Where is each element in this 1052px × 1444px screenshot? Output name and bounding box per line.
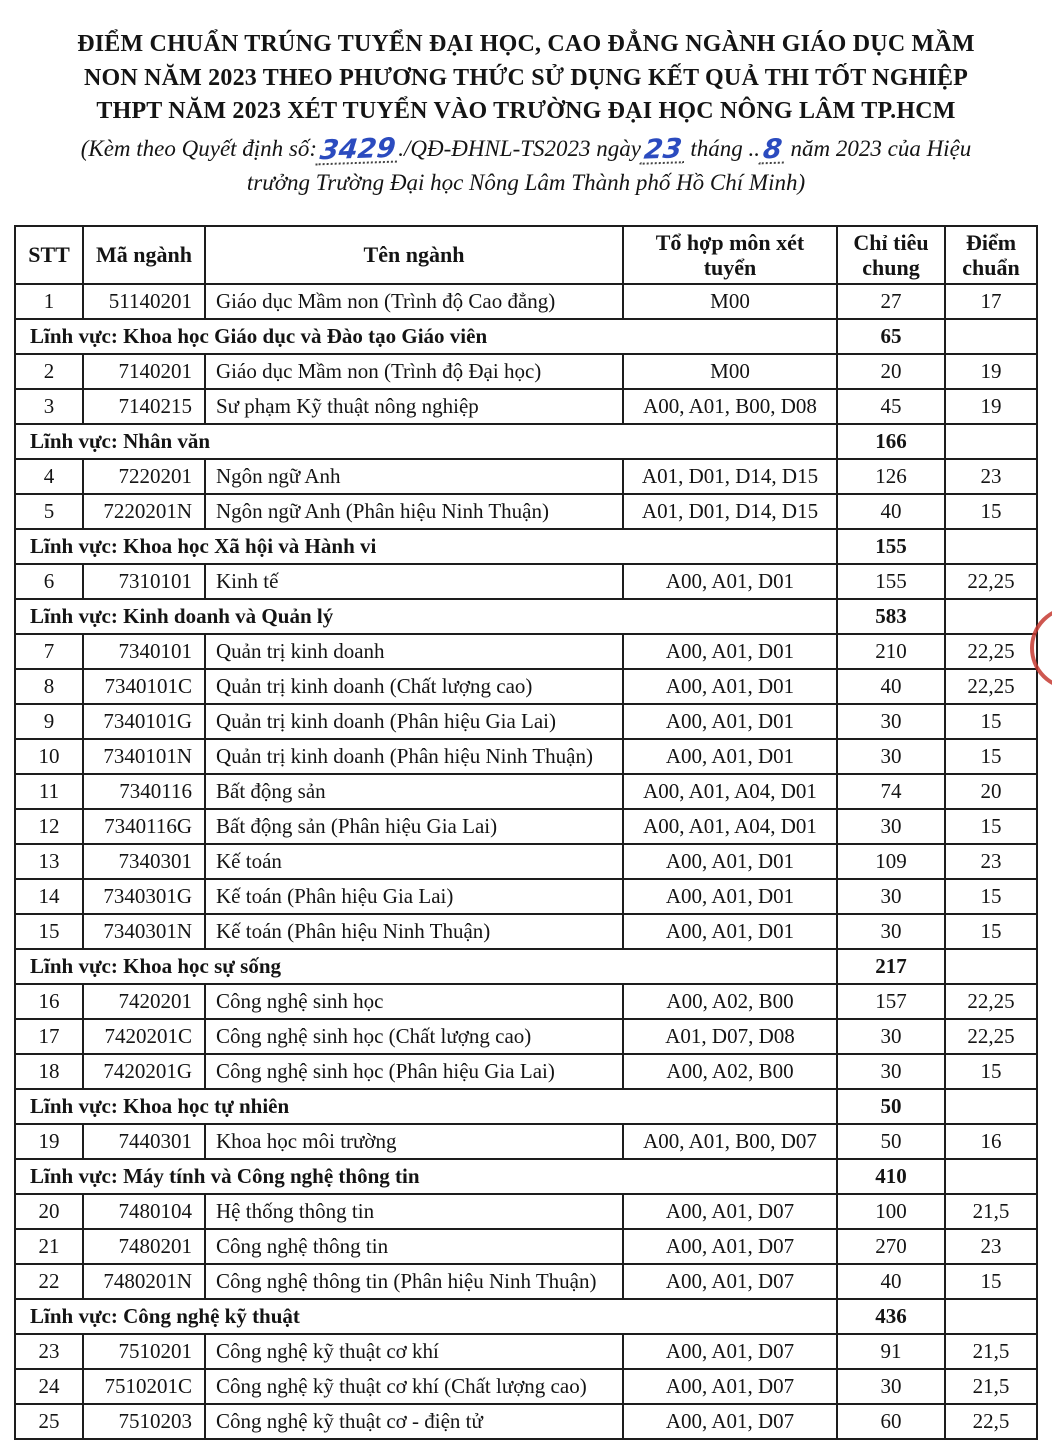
document-title-line-3: THPT NĂM 2023 XÉT TUYỂN VÀO TRƯỜNG ĐẠI HỌC NÔNG LÂM TP.HCM xyxy=(96,98,956,125)
document-header xyxy=(0,28,1052,201)
program-stt: 20 xyxy=(15,1194,83,1229)
program-stt: 6 xyxy=(15,564,83,599)
section-quota-value: 217 xyxy=(837,949,945,984)
program-name: Kế toán xyxy=(205,844,623,879)
program-stt: 2 xyxy=(15,354,83,389)
program-name: Công nghệ thông tin xyxy=(205,1229,623,1264)
program-subject-combinations: A00, A01, D07 xyxy=(623,1194,837,1229)
section-quota-value: 65 xyxy=(837,319,945,354)
program-row xyxy=(15,1334,1037,1369)
program-code: 7480201 xyxy=(83,1229,205,1264)
program-benchmark-score: 21,5 xyxy=(945,1194,1037,1229)
program-row xyxy=(15,774,1037,809)
admission-table-head xyxy=(15,226,1037,285)
program-name: Sư phạm Kỹ thuật nông nghiệp xyxy=(205,389,623,424)
program-subject-combinations: A00, A01, D01 xyxy=(623,634,837,669)
program-subject-combinations: A00, A01, B00, D08 xyxy=(623,389,837,424)
program-code: 7340101G xyxy=(83,704,205,739)
program-code: 7340116 xyxy=(83,774,205,809)
program-benchmark-score: 21,5 xyxy=(945,1334,1037,1369)
program-quota: 30 xyxy=(837,1019,945,1054)
program-row xyxy=(15,1264,1037,1299)
program-quota: 109 xyxy=(837,844,945,879)
program-quota: 100 xyxy=(837,1194,945,1229)
program-stt: 9 xyxy=(15,704,83,739)
program-stt: 16 xyxy=(15,984,83,1019)
handwritten-month: 8 xyxy=(759,137,787,164)
program-code: 51140201 xyxy=(83,284,205,319)
program-benchmark-score: 19 xyxy=(945,354,1037,389)
program-benchmark-score: 23 xyxy=(945,844,1037,879)
program-code: 7140201 xyxy=(83,354,205,389)
program-quota: 45 xyxy=(837,389,945,424)
program-subject-combinations: A00, A01, D01 xyxy=(623,564,837,599)
program-benchmark-score: 21,5 xyxy=(945,1369,1037,1404)
program-row xyxy=(15,1404,1037,1439)
program-quota: 126 xyxy=(837,459,945,494)
program-subject-combinations: A00, A01, D01 xyxy=(623,879,837,914)
program-name: Bất động sản xyxy=(205,774,623,809)
program-benchmark-score: 15 xyxy=(945,879,1037,914)
handwritten-decision-number: 3429 xyxy=(315,136,399,165)
program-subject-combinations: A00, A01, A04, D01 xyxy=(623,774,837,809)
program-code: 7340301N xyxy=(83,914,205,949)
section-label: Lĩnh vực: Máy tính và Công nghệ thông tin xyxy=(15,1159,837,1194)
program-code: 7510203 xyxy=(83,1404,205,1439)
program-quota: 30 xyxy=(837,879,945,914)
program-code: 7510201 xyxy=(83,1334,205,1369)
program-subject-combinations: A00, A01, D07 xyxy=(623,1404,837,1439)
program-subject-combinations: A00, A01, D01 xyxy=(623,669,837,704)
document-title-line-2: NON NĂM 2023 THEO PHƯƠNG THỨC SỬ DỤNG KẾT QUẢ THI TỐT NGHIỆP xyxy=(83,64,969,91)
program-code: 7220201N xyxy=(83,494,205,529)
program-subject-combinations: A00, A02, B00 xyxy=(623,984,837,1019)
section-score-empty xyxy=(945,1299,1037,1334)
program-benchmark-score: 15 xyxy=(945,914,1037,949)
program-name: Công nghệ kỹ thuật cơ khí xyxy=(205,1334,623,1369)
program-benchmark-score: 15 xyxy=(945,704,1037,739)
program-quota: 270 xyxy=(837,1229,945,1264)
program-benchmark-score: 16 xyxy=(945,1124,1037,1159)
subtitle-text-end: năm 2023 của Hiệu xyxy=(790,135,972,161)
subtitle-line-2: trưởng Trường Đại học Nông Lâm Thành phố Hồ Chí Minh) xyxy=(246,170,806,196)
program-subject-combinations: A00, A01, D01 xyxy=(623,739,837,774)
program-quota: 157 xyxy=(837,984,945,1019)
program-benchmark-score: 15 xyxy=(945,494,1037,529)
program-quota: 210 xyxy=(837,634,945,669)
program-name: Công nghệ sinh học (Chất lượng cao) xyxy=(205,1019,623,1054)
program-name: Khoa học môi trường xyxy=(205,1124,623,1159)
program-quota: 60 xyxy=(837,1404,945,1439)
program-quota: 40 xyxy=(837,669,945,704)
document-title-line-1: ĐIỂM CHUẨN TRÚNG TUYỂN ĐẠI HỌC, CAO ĐẲNG NGÀNH GIÁO DỤC MẦM xyxy=(77,31,975,57)
program-benchmark-score: 17 xyxy=(945,284,1037,319)
program-stt: 4 xyxy=(15,459,83,494)
program-subject-combinations: A00, A01, D07 xyxy=(623,1264,837,1299)
section-row xyxy=(15,424,1037,459)
header-col-name: Tên ngành xyxy=(205,226,623,285)
program-subject-combinations: A00, A01, D07 xyxy=(623,1369,837,1404)
program-name: Bất động sản (Phân hiệu Gia Lai) xyxy=(205,809,623,844)
section-label: Lĩnh vực: Khoa học tự nhiên xyxy=(15,1089,837,1124)
program-quota: 40 xyxy=(837,1264,945,1299)
program-row xyxy=(15,1229,1037,1264)
program-row xyxy=(15,1019,1037,1054)
program-name: Quản trị kinh doanh xyxy=(205,634,623,669)
program-subject-combinations: A00, A01, D07 xyxy=(623,1229,837,1264)
program-row xyxy=(15,389,1037,424)
program-benchmark-score: 20 xyxy=(945,774,1037,809)
section-score-empty xyxy=(945,1089,1037,1124)
program-name: Ngôn ngữ Anh (Phân hiệu Ninh Thuận) xyxy=(205,494,623,529)
program-quota: 30 xyxy=(837,704,945,739)
program-row xyxy=(15,354,1037,389)
program-stt: 25 xyxy=(15,1404,83,1439)
program-row xyxy=(15,284,1037,319)
program-subject-combinations: A00, A01, D01 xyxy=(623,704,837,739)
admission-scores-table xyxy=(14,225,1038,1441)
section-row xyxy=(15,1299,1037,1334)
program-quota: 30 xyxy=(837,914,945,949)
section-row xyxy=(15,319,1037,354)
program-subject-combinations: A00, A02, B00 xyxy=(623,1054,837,1089)
program-stt: 22 xyxy=(15,1264,83,1299)
section-score-empty xyxy=(945,529,1037,564)
program-code: 7340301 xyxy=(83,844,205,879)
program-benchmark-score: 22,25 xyxy=(945,564,1037,599)
section-row xyxy=(15,949,1037,984)
program-name: Công nghệ sinh học (Phân hiệu Gia Lai) xyxy=(205,1054,623,1089)
program-row xyxy=(15,669,1037,704)
program-row xyxy=(15,634,1037,669)
program-row xyxy=(15,1124,1037,1159)
program-row xyxy=(15,844,1037,879)
program-quota: 50 xyxy=(837,1124,945,1159)
section-quota-value: 583 xyxy=(837,599,945,634)
header-col-score: Điểm chuẩn xyxy=(945,226,1037,285)
section-quota-value: 155 xyxy=(837,529,945,564)
section-row xyxy=(15,1089,1037,1124)
program-stt: 14 xyxy=(15,879,83,914)
section-label: Lĩnh vực: Công nghệ kỹ thuật xyxy=(15,1299,837,1334)
program-benchmark-score: 23 xyxy=(945,459,1037,494)
program-row xyxy=(15,494,1037,529)
program-quota: 30 xyxy=(837,739,945,774)
program-code: 7340101 xyxy=(83,634,205,669)
program-stt: 5 xyxy=(15,494,83,529)
program-quota: 155 xyxy=(837,564,945,599)
program-name: Kế toán (Phân hiệu Ninh Thuận) xyxy=(205,914,623,949)
section-score-empty xyxy=(945,949,1037,984)
section-score-empty xyxy=(945,1159,1037,1194)
program-benchmark-score: 22,25 xyxy=(945,984,1037,1019)
header-col-subjects: Tổ hợp môn xét tuyển xyxy=(623,226,837,285)
program-quota: 20 xyxy=(837,354,945,389)
program-code: 7140215 xyxy=(83,389,205,424)
program-quota: 27 xyxy=(837,284,945,319)
program-quota: 30 xyxy=(837,1054,945,1089)
section-quota-value: 166 xyxy=(837,424,945,459)
program-quota: 30 xyxy=(837,1369,945,1404)
program-quota: 30 xyxy=(837,809,945,844)
program-name: Quản trị kinh doanh (Phân hiệu Ninh Thuận) xyxy=(205,739,623,774)
program-subject-combinations: A00, A01, D07 xyxy=(623,1334,837,1369)
section-label: Lĩnh vực: Kinh doanh và Quản lý xyxy=(15,599,837,634)
program-stt: 23 xyxy=(15,1334,83,1369)
section-label: Lĩnh vực: Khoa học Xã hội và Hành vi xyxy=(15,529,837,564)
program-stt: 3 xyxy=(15,389,83,424)
section-row xyxy=(15,599,1037,634)
program-subject-combinations: A00, A01, D01 xyxy=(623,914,837,949)
program-stt: 21 xyxy=(15,1229,83,1264)
program-stt: 17 xyxy=(15,1019,83,1054)
section-score-empty xyxy=(945,319,1037,354)
program-row xyxy=(15,1194,1037,1229)
program-benchmark-score: 15 xyxy=(945,1264,1037,1299)
program-stt: 7 xyxy=(15,634,83,669)
program-stt: 24 xyxy=(15,1369,83,1404)
program-quota: 40 xyxy=(837,494,945,529)
header-col-quota: Chỉ tiêu chung xyxy=(837,226,945,285)
program-row xyxy=(15,809,1037,844)
program-row xyxy=(15,914,1037,949)
subtitle-text-mid2: tháng .. xyxy=(690,135,760,161)
program-stt: 19 xyxy=(15,1124,83,1159)
program-stt: 12 xyxy=(15,809,83,844)
program-stt: 13 xyxy=(15,844,83,879)
program-code: 7340101N xyxy=(83,739,205,774)
header-col-stt: STT xyxy=(15,226,83,285)
program-code: 7420201G xyxy=(83,1054,205,1089)
program-row xyxy=(15,704,1037,739)
program-code: 7310101 xyxy=(83,564,205,599)
section-score-empty xyxy=(945,599,1037,634)
program-stt: 15 xyxy=(15,914,83,949)
program-subject-combinations: A00, A01, B00, D07 xyxy=(623,1124,837,1159)
section-score-empty xyxy=(945,424,1037,459)
section-label: Lĩnh vực: Nhân văn xyxy=(15,424,837,459)
section-quota-value: 50 xyxy=(837,1089,945,1124)
program-code: 7220201 xyxy=(83,459,205,494)
program-name: Công nghệ sinh học xyxy=(205,984,623,1019)
program-row xyxy=(15,564,1037,599)
program-code: 7340101C xyxy=(83,669,205,704)
program-name: Kế toán (Phân hiệu Gia Lai) xyxy=(205,879,623,914)
program-benchmark-score: 22,25 xyxy=(945,634,1037,669)
admission-table-body xyxy=(15,284,1037,1439)
section-quota-value: 410 xyxy=(837,1159,945,1194)
program-name: Quản trị kinh doanh (Chất lượng cao) xyxy=(205,669,623,704)
program-name: Công nghệ kỹ thuật cơ khí (Chất lượng cao) xyxy=(205,1369,623,1404)
section-label: Lĩnh vực: Khoa học Giáo dục và Đào tạo Giáo viên xyxy=(15,319,837,354)
program-benchmark-score: 22,25 xyxy=(945,669,1037,704)
program-benchmark-score: 15 xyxy=(945,739,1037,774)
program-code: 7420201C xyxy=(83,1019,205,1054)
program-row xyxy=(15,459,1037,494)
program-code: 7340116G xyxy=(83,809,205,844)
program-subject-combinations: A00, A01, D01 xyxy=(623,844,837,879)
program-row xyxy=(15,984,1037,1019)
program-subject-combinations: A01, D01, D14, D15 xyxy=(623,459,837,494)
program-name: Giáo dục Mầm non (Trình độ Cao đẳng) xyxy=(205,284,623,319)
program-benchmark-score: 15 xyxy=(945,809,1037,844)
section-label: Lĩnh vực: Khoa học sự sống xyxy=(15,949,837,984)
section-quota-value: 436 xyxy=(837,1299,945,1334)
program-stt: 8 xyxy=(15,669,83,704)
program-benchmark-score: 22,5 xyxy=(945,1404,1037,1439)
program-row xyxy=(15,1369,1037,1404)
program-benchmark-score: 23 xyxy=(945,1229,1037,1264)
program-stt: 1 xyxy=(15,284,83,319)
program-name: Công nghệ kỹ thuật cơ - điện tử xyxy=(205,1404,623,1439)
program-subject-combinations: A00, A01, A04, D01 xyxy=(623,809,837,844)
header-col-code: Mã ngành xyxy=(83,226,205,285)
program-code: 7440301 xyxy=(83,1124,205,1159)
section-row xyxy=(15,1159,1037,1194)
program-benchmark-score: 15 xyxy=(945,1054,1037,1089)
program-row xyxy=(15,879,1037,914)
program-stt: 11 xyxy=(15,774,83,809)
program-name: Quản trị kinh doanh (Phân hiệu Gia Lai) xyxy=(205,704,623,739)
program-benchmark-score: 22,25 xyxy=(945,1019,1037,1054)
section-row xyxy=(15,529,1037,564)
program-code: 7510201C xyxy=(83,1369,205,1404)
program-name: Công nghệ thông tin (Phân hiệu Ninh Thuận) xyxy=(205,1264,623,1299)
subtitle-text-pre: (Kèm theo Quyết định số: xyxy=(80,135,318,161)
program-quota: 91 xyxy=(837,1334,945,1369)
program-stt: 18 xyxy=(15,1054,83,1089)
program-name: Kinh tế xyxy=(205,564,623,599)
program-subject-combinations: A01, D07, D08 xyxy=(623,1019,837,1054)
handwritten-day: 23 xyxy=(640,137,687,165)
program-quota: 74 xyxy=(837,774,945,809)
program-subject-combinations: M00 xyxy=(623,354,837,389)
program-code: 7420201 xyxy=(83,984,205,1019)
program-code: 7340301G xyxy=(83,879,205,914)
program-name: Giáo dục Mầm non (Trình độ Đại học) xyxy=(205,354,623,389)
program-code: 7480201N xyxy=(83,1264,205,1299)
subtitle-text-mid1: ./QĐ-ĐHNL-TS2023 ngày xyxy=(398,135,641,161)
program-name: Ngôn ngữ Anh xyxy=(205,459,623,494)
program-row xyxy=(15,739,1037,774)
program-subject-combinations: A01, D01, D14, D15 xyxy=(623,494,837,529)
header-row xyxy=(15,226,1037,285)
program-subject-combinations: M00 xyxy=(623,284,837,319)
program-stt: 10 xyxy=(15,739,83,774)
document-subtitle xyxy=(0,132,1052,201)
program-name: Hệ thống thông tin xyxy=(205,1194,623,1229)
program-row xyxy=(15,1054,1037,1089)
program-code: 7480104 xyxy=(83,1194,205,1229)
program-benchmark-score: 19 xyxy=(945,389,1037,424)
